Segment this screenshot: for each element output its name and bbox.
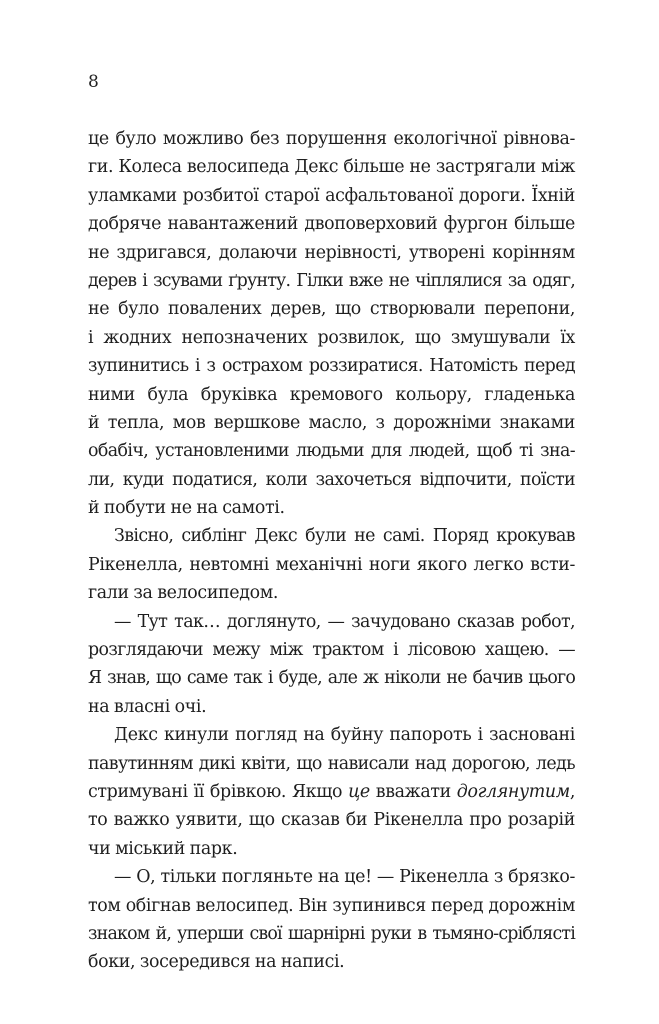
text-line: Рікенелла, невтомні механічні ноги якого легко всти- — [88, 554, 575, 575]
text-line: чи міський парк. — [88, 838, 238, 859]
italic-text: це — [348, 781, 370, 802]
text-line: розглядаючи межу між трактом і лісовою хащею. — — [88, 640, 575, 661]
text-line: обабіч, установленими людьми для людей, щоб ті зна- — [88, 441, 575, 462]
text-line: том обігнав велосипед. Він зупинився перед дорожнім — [88, 895, 575, 916]
text-line: не було повалених дерев, що створювали перепони, — [88, 299, 575, 320]
text-line: ли, куди податися, коли захочеться відпочити, поїсти — [88, 469, 575, 490]
italic-text: доглянутим — [456, 781, 570, 802]
text-line: й тепла, мов вершкове масло, з дорожніми знаками — [88, 412, 575, 433]
text-line: Звісно, сиблінг Декс були не самі. Поряд крокував — [114, 526, 575, 547]
text-line: гали за велосипедом. — [88, 583, 279, 604]
text-segment: вважати — [369, 781, 457, 802]
text-segment: , — [569, 781, 575, 802]
text-line: уламками розбитої старої асфальтованої дороги. Їхній — [88, 185, 575, 206]
text-line: не здригався, долаючи нерівності, утворені корінням — [88, 242, 575, 263]
page-number: 8 — [88, 72, 99, 92]
text-line: павутинням дикі квіти, що нависали над дорогою, ледь — [88, 753, 575, 774]
text-line: ги. Колеса велосипеда Декс більше не застрягали між — [88, 157, 575, 178]
text-line: і жодних непозначених розвилок, що змушували їх — [88, 327, 575, 348]
text-line: то важко уявити, що сказав би Рікенелла про розарій — [88, 810, 575, 831]
body-text — [88, 125, 575, 977]
text-line: зупинитись і з острахом роззиратися. Натомість перед — [88, 356, 575, 377]
text-line: добряче навантажений двоповерховий фургон більше — [88, 214, 575, 235]
text-segment: стримувані її брівкою. Якщо — [88, 781, 349, 802]
text-line: Декс кинули погляд на буйну папороть і засновані — [114, 725, 575, 746]
text-line: боки, зосередився на написі. — [88, 952, 345, 973]
text-line: й побути не на самоті. — [88, 498, 285, 519]
text-line: — Тут так… доглянуто, — зачудовано сказав робот, — [114, 611, 575, 632]
text-line: знаком й, уперши свої шарнірні руки в тьмяно-сріблясті — [88, 923, 575, 944]
text-line: це було можливо без порушення екологічної рівнова- — [88, 129, 575, 149]
text-line: на власні очі. — [88, 696, 207, 717]
text-line: Я знав, що саме так і буде, але ж ніколи не бачив цього — [88, 668, 575, 689]
text-line: ними була бруківка кремового кольору, гладенька — [88, 384, 575, 405]
text-line — [88, 778, 575, 806]
text-line: дерев і зсувами ґрунту. Гілки вже не чіплялися за одяг, — [88, 270, 575, 291]
text-line: — О, тільки погляньте на це! — Рікенелла з брязко- — [114, 867, 575, 888]
